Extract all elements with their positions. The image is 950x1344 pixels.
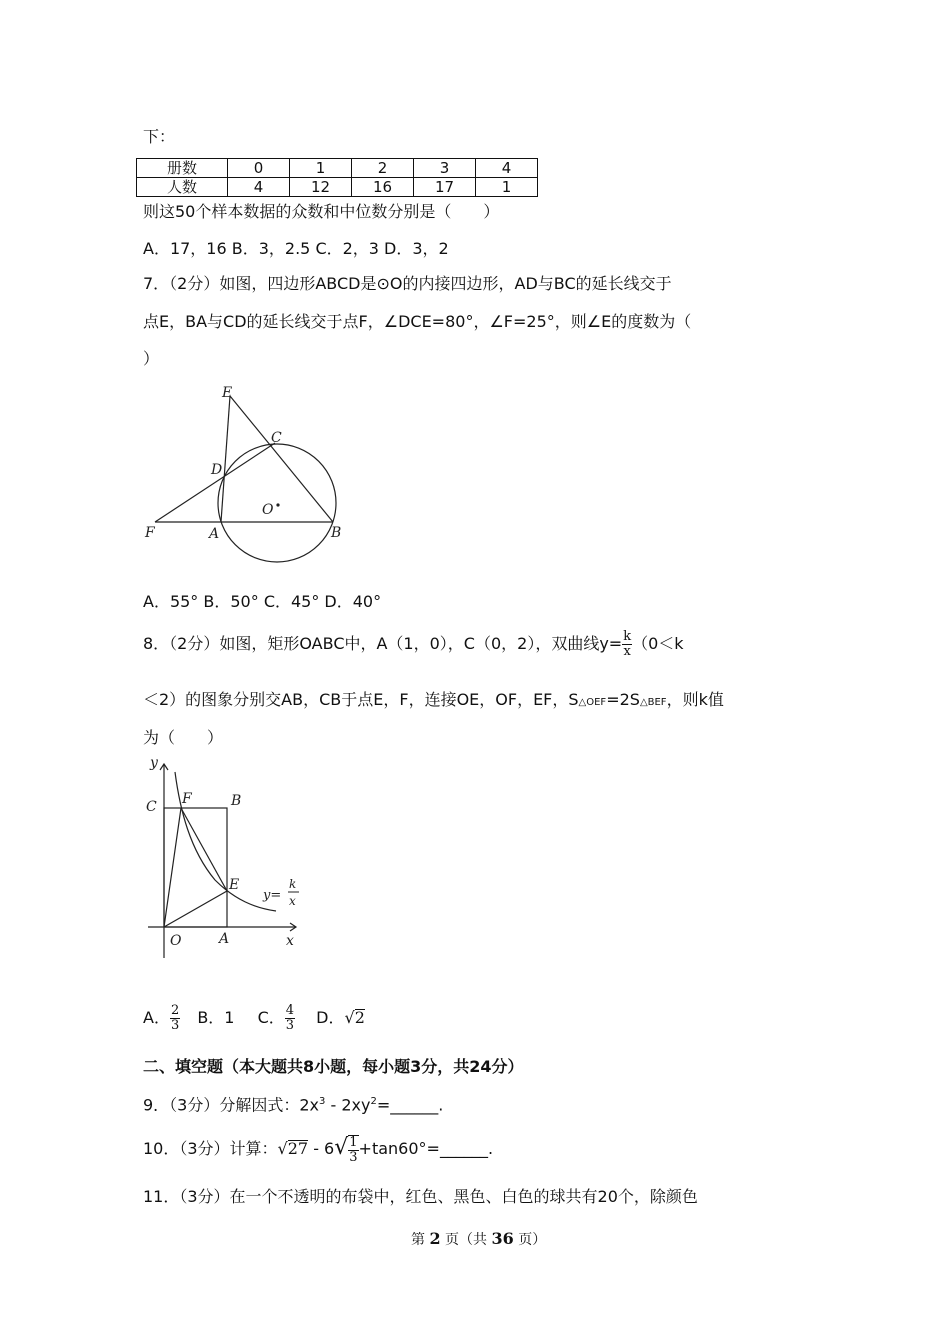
sqrt-sign-icon: √ (344, 1008, 355, 1027)
q8-hyperbola-figure (140, 752, 310, 962)
frac-num: k (623, 629, 632, 644)
q7-circle-figure (140, 378, 355, 568)
label-c: C (271, 430, 282, 446)
frac-den: 3 (170, 1018, 180, 1033)
table-cell: 16 (352, 178, 414, 197)
sqrt-sign-icon: √ (277, 1139, 288, 1158)
line-of (164, 808, 181, 927)
q10 (143, 1128, 493, 1168)
frac-den: x (623, 644, 631, 659)
q8-line2 (143, 690, 724, 713)
q9-exp1: 3 (319, 1096, 326, 1107)
line-oe (164, 891, 227, 927)
subscript-bef: △BEF (639, 697, 667, 708)
label-y: y (150, 755, 158, 771)
q9-text-b: - 2xy (325, 1095, 371, 1115)
line-ef (181, 808, 227, 891)
circle-o (218, 444, 336, 562)
line-ae (221, 396, 230, 522)
q10-text-b: - 6 (308, 1139, 335, 1158)
label-b: B (231, 793, 242, 809)
option-b-label: B．1 (197, 1008, 235, 1027)
q9-exp2: 2 (370, 1096, 377, 1107)
footer-text: 页） (513, 1232, 547, 1248)
frac-num: 4 (285, 1003, 295, 1018)
option-d-label: D． (316, 1008, 345, 1027)
table-cell: 2 (352, 159, 414, 178)
q8-line2-text: ＜2）的图象分别交AB，CB于点E，F，连接OE，OF，EF，S (143, 690, 579, 709)
label-o: O (170, 933, 182, 949)
q6-options: A．17，16 B．3，2.5 C．2，3 D．3，2 (143, 239, 449, 258)
label-x: x (286, 933, 294, 949)
q8-line1-tail: （0＜k (632, 634, 684, 653)
total-pages: 36 (491, 1229, 514, 1248)
q7-line3: ） (143, 349, 160, 368)
curve-label-x: x (289, 894, 296, 908)
label-a: A (219, 931, 230, 947)
curve-label-k: k (289, 877, 297, 891)
q8-line2-tail: ，则k值 (666, 690, 724, 709)
label-d: D (211, 462, 223, 478)
table-row (137, 178, 538, 197)
table-cell: 4 (476, 159, 538, 178)
q10-text-a: 10．（3分）计算： (143, 1139, 278, 1158)
label-e: E (222, 385, 233, 401)
option-c-label: C． (257, 1008, 285, 1027)
table-cell: 人数 (137, 178, 228, 197)
stats-table (136, 158, 538, 197)
q9-text-c: =______. (376, 1095, 444, 1115)
label-e: E (229, 877, 240, 893)
table-cell: 12 (290, 178, 352, 197)
q7-options: A．55° B．50° C．45° D．40° (143, 592, 382, 611)
label-b: B (331, 525, 342, 541)
table-cell: 册数 (137, 159, 228, 178)
table-cell: 0 (228, 159, 290, 178)
q9 (143, 1092, 443, 1115)
frac-den: 3 (285, 1018, 295, 1033)
table-cell: 17 (414, 178, 476, 197)
fraction-k-over-x (622, 630, 632, 659)
subscript-oef: △OEF (578, 697, 607, 708)
q8-line1-text: 8．（2分）如图，矩形OABC中，A（1，0），C（0，2），双曲线y= (143, 634, 623, 653)
q10-text-c: +tan60°=______. (358, 1139, 494, 1158)
radicand: 2 (354, 1008, 365, 1027)
q8-line2-mid: =2S (606, 690, 640, 709)
section-heading: 二、填空题（本大题共8小题，每小题3分，共24分） (143, 1057, 524, 1076)
page-footer (411, 1229, 546, 1249)
label-o: O (262, 502, 274, 518)
radicand-27: 27 (287, 1139, 309, 1158)
q7-line1: 7．（2分）如图，四边形ABCD是⊙O的内接四边形，AD与BC的延长线交于 (143, 274, 672, 293)
q6-question: 则这50个样本数据的众数和中位数分别是（ ） (143, 202, 500, 221)
page-number: 2 (429, 1229, 441, 1248)
label-c: C (146, 799, 157, 815)
label-f: F (182, 791, 192, 807)
table-row (137, 159, 538, 178)
option-c-fraction (285, 1004, 295, 1033)
footer-text: 第 (411, 1232, 430, 1248)
q11: 11．（3分）在一个不透明的布袋中，红色、黑色、白色的球共有20个，除颜色 (143, 1187, 698, 1206)
label-a: A (209, 526, 220, 542)
q8-line1 (143, 630, 684, 659)
frac-num: 2 (170, 1003, 180, 1018)
q7-line2: 点E，BA与CD的延长线交于点F，∠DCE=80°，∠F=25°，则∠E的度数为（ (143, 312, 692, 331)
q8-options (143, 998, 365, 1038)
footer-text: 页（共 (440, 1232, 492, 1248)
table-cell: 1 (476, 178, 538, 197)
table-cell: 4 (228, 178, 290, 197)
label-f: F (145, 525, 155, 541)
frac-den: 3 (349, 1149, 358, 1165)
center-dot (276, 503, 279, 506)
q8-line3: 为（ ） (143, 728, 224, 747)
sqrt-sign-icon: √ (334, 1135, 349, 1160)
line-fc (155, 443, 275, 522)
q10-fraction (348, 1135, 358, 1165)
q9-text-a: 9．（3分）分解因式：2x (143, 1095, 320, 1115)
table-cell: 1 (290, 159, 352, 178)
curve-label-y: y= (263, 888, 282, 903)
frac-num: 1 (349, 1134, 358, 1150)
line-eb (230, 396, 333, 522)
option-a-label: A． (143, 1008, 170, 1027)
table-cell: 3 (414, 159, 476, 178)
option-a-fraction (170, 1004, 180, 1033)
q6-continuation: 下： (143, 127, 176, 146)
